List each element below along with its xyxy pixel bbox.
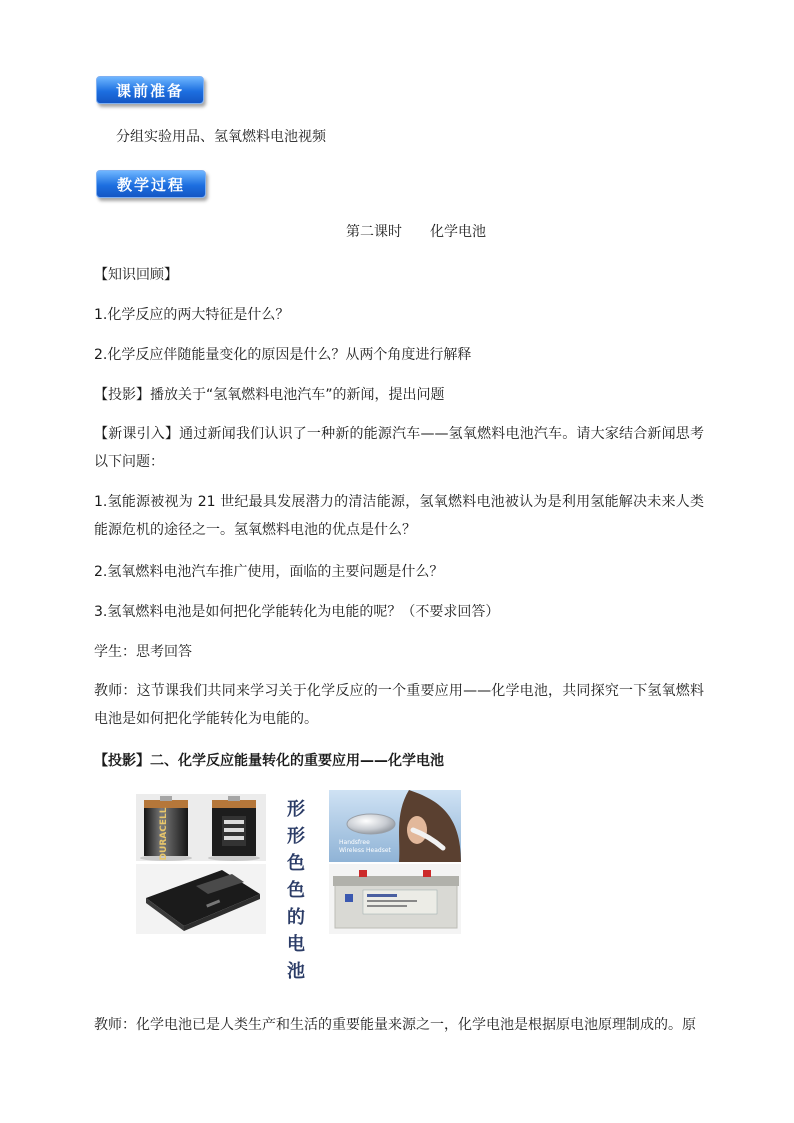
- storage-battery-image: [329, 864, 461, 934]
- paragraph: 1.化学反应的两大特征是什么？: [94, 307, 290, 323]
- storage-battery-drawing: [329, 864, 461, 934]
- headset-drawing: [329, 790, 461, 862]
- caption-char: 形: [287, 799, 305, 820]
- headset-text-2: Wireless Headset: [339, 847, 391, 854]
- paragraph: 2.氢氧燃料电池汽车推广使用，面临的主要问题是什么？: [94, 564, 444, 580]
- paragraph: 3.氢氧燃料电池是如何把化学能转化为电能的呢？（不要求回答）: [94, 604, 500, 620]
- paragraph: 【投影】播放关于“氢氧燃料电池汽车”的新闻，提出问题: [94, 387, 445, 403]
- paragraph: 1.氢能源被视为 21 世纪最具发展潜力的清洁能源，氢氧燃料电池被认为是利用氢能解决未来人类能源危机的途径之一。氢氧燃料电池的优点是什么？: [94, 494, 704, 538]
- phone-battery-image: [136, 864, 266, 934]
- caption-char: 电: [287, 934, 305, 955]
- paragraph: 【投影】二、化学反应能量转化的重要应用——化学电池: [94, 753, 444, 769]
- section-badge-process: 教学过程: [96, 170, 206, 198]
- battery-brand-label: DURACELL: [159, 807, 169, 861]
- caption-char: 池: [287, 961, 305, 982]
- paragraph: 2.化学反应伴随能量变化的原因是什么？从两个角度进行解释: [94, 347, 472, 363]
- section-badge-prep: 课前准备: [96, 76, 204, 104]
- paragraph: 学生：思考回答: [94, 644, 192, 660]
- prep-text: 分组实验用品、氢氧燃料电池视频: [116, 129, 326, 145]
- caption-char: 形: [287, 826, 305, 847]
- paragraph: 教师：这节课我们共同来学习关于化学反应的一个重要应用——化学电池，共同探究一下氢氧燃料电池是如何把化学能转化为电能的。: [94, 683, 704, 727]
- headset-image: [329, 790, 461, 862]
- lesson-title: 第二课时 化学电池: [346, 224, 486, 240]
- caption-char: 色: [287, 853, 305, 874]
- caption-char: 的: [287, 907, 305, 928]
- paragraph: 教师：化学电池已是人类生产和生活的重要能量来源之一，化学电池是根据原电池原理制成的。原: [94, 1017, 696, 1033]
- batteries-drawing: [136, 794, 266, 861]
- batteries-image: [136, 794, 266, 861]
- paragraph: 【新课引入】通过新闻我们认识了一种新的能源汽车——氢氧燃料电池汽车。请大家结合新闻思考以下问题：: [94, 426, 704, 470]
- headset-text-1: Handsfree: [339, 839, 370, 846]
- phone-battery-drawing: [136, 864, 266, 934]
- paragraph: 【知识回顾】: [94, 267, 178, 283]
- vertical-caption: [283, 796, 309, 985]
- caption-char: 色: [287, 880, 305, 901]
